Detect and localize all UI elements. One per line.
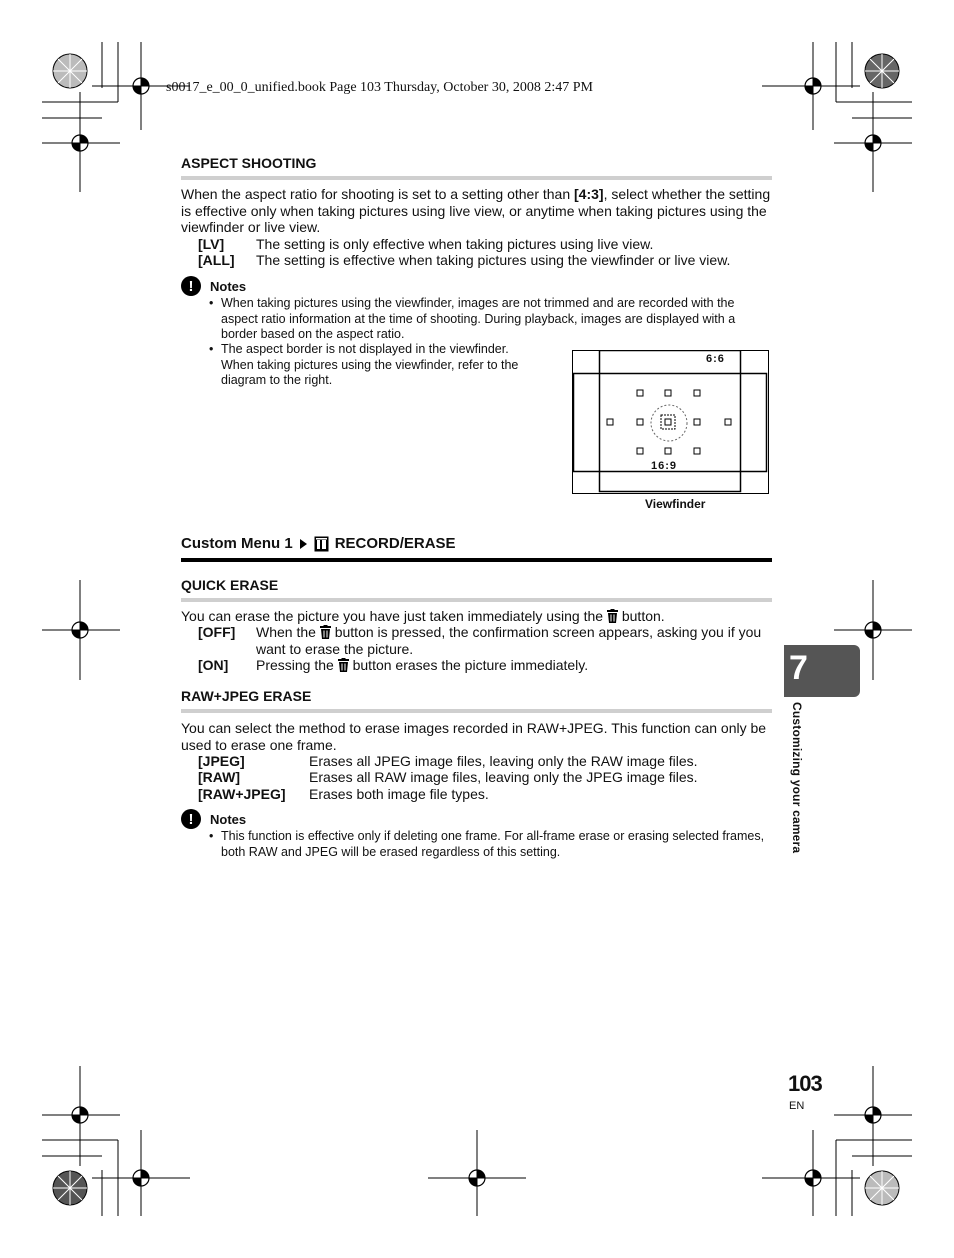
option-jpeg: [JPEG] Erases all JPEG image files, leaving only the RAW image files. bbox=[198, 753, 698, 769]
label-6-6: 6:6 bbox=[706, 353, 725, 365]
option-raw: [RAW] Erases all RAW image files, leaving only the JPEG image files. bbox=[198, 769, 698, 785]
chapter-tab: 7 bbox=[784, 645, 860, 697]
section-rule bbox=[181, 709, 772, 713]
section-title-quick-erase: QUICK ERASE bbox=[181, 577, 279, 593]
chapter-label: Customizing your camera bbox=[790, 702, 804, 854]
option-on: [ON] Pressing the button erases the picture immediately. bbox=[198, 657, 589, 673]
arrow-right-icon bbox=[297, 537, 311, 551]
label-16-9: 16:9 bbox=[651, 460, 678, 472]
trash-icon bbox=[607, 609, 618, 623]
note-item: • When taking pictures using the viewfinder, images are not trimmed and are recorded with the aspect ratio information at the time of shooting. During playback, images are displayed with a border based on the aspect ratio. bbox=[209, 296, 736, 341]
note-item: • The aspect border is not displayed in the viewfinder. When taking pictures using the viewfinder, refer to the diagram to the right. bbox=[209, 342, 519, 387]
menu-path-heading: Custom Menu 1 RECORD/ERASE bbox=[181, 535, 456, 552]
raw-erase-intro: You can select the method to erase images recorded in RAW+JPEG. This function can only be used to erase one frame. bbox=[181, 720, 767, 753]
trash-icon bbox=[338, 658, 349, 672]
viewfinder-diagram bbox=[572, 350, 770, 496]
section-rule bbox=[181, 598, 772, 602]
option-lv: [LV] The setting is only effective when taking pictures using live view. bbox=[198, 236, 654, 252]
notes-heading: ! Notes bbox=[181, 276, 246, 296]
page-number: 103 bbox=[788, 1071, 822, 1096]
aspect-intro: When the aspect ratio for shooting is set to a setting other than [4:3], select whether the setting is effective only when taking pictures using live view, or anytime when taking pictures using the viewfinder or live view. bbox=[181, 186, 771, 235]
diagram-caption: Viewfinder bbox=[645, 497, 706, 511]
print-header: s0017_e_00_0_unified.book Page 103 Thursday, October 30, 2008 2:47 PM bbox=[166, 80, 593, 95]
warning-icon: ! bbox=[181, 809, 201, 829]
note-item: • This function is effective only if deleting one frame. For all-frame erase or erasing selected frames, both RAW and JPEG will be erased regardless of this setting. bbox=[209, 829, 765, 859]
notes-heading: ! Notes bbox=[181, 809, 246, 829]
warning-icon: ! bbox=[181, 276, 201, 296]
option-off: [OFF] When the button is pressed, the confirmation screen appears, asking you if you want to erase the picture. bbox=[198, 624, 762, 657]
section-rule-dark bbox=[181, 558, 772, 562]
section-rule bbox=[181, 176, 772, 180]
option-all: [ALL] The setting is effective when taking pictures using the viewfinder or live view. bbox=[198, 252, 731, 268]
option-raw-jpeg: [RAW+JPEG] Erases both image file types. bbox=[198, 786, 489, 802]
section-title-aspect: ASPECT SHOOTING bbox=[181, 155, 317, 171]
quick-erase-intro: You can erase the picture you have just taken immediately using the button. bbox=[181, 608, 665, 624]
record-erase-menu-icon bbox=[314, 536, 329, 552]
trash-icon bbox=[320, 625, 331, 639]
section-title-raw-jpeg-erase: RAW+JPEG ERASE bbox=[181, 688, 312, 704]
language-code: EN bbox=[789, 1100, 805, 1112]
